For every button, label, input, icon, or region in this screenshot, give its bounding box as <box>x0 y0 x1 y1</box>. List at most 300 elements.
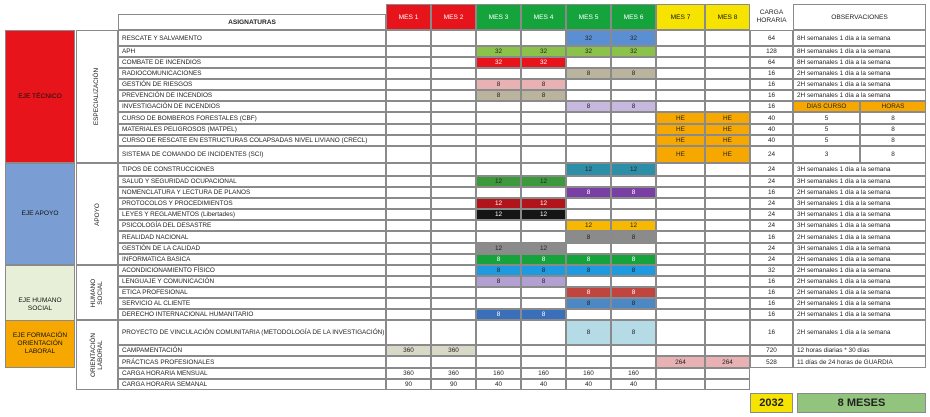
month-hours <box>656 79 705 90</box>
total-value <box>656 379 705 390</box>
observation-text: 8H semanales 1 día a la semana <box>793 57 926 68</box>
axis-label: ORIENTACIÓN <box>17 340 63 347</box>
month-hours <box>566 112 611 124</box>
subject-name: NOMENCLATURA Y LECTURA DE PLANOS <box>118 187 386 198</box>
month-hours <box>566 124 611 135</box>
axis-block <box>5 30 75 163</box>
observation-text: 12 horas diarias * 30 días <box>793 345 926 356</box>
month-hours <box>431 220 476 231</box>
subaxis-label: ORIENTACIÓN LABORAL <box>90 333 105 377</box>
month-hours <box>431 298 476 309</box>
month-hours <box>656 276 705 287</box>
month-hours <box>705 46 750 57</box>
month-hours <box>431 68 476 79</box>
month-hours <box>521 101 566 112</box>
axis-label: EJE HUMANO <box>18 297 62 304</box>
month-hours <box>476 112 521 124</box>
subject-name: RESCATE Y SALVAMENTO <box>118 30 386 46</box>
carga-horaria-value: 16 <box>750 298 793 309</box>
subject-name: CURSO DE BOMBEROS FORESTALES (CBF) <box>118 112 386 124</box>
month-hours <box>705 30 750 46</box>
month-hours <box>705 209 750 220</box>
month-hours: 8 <box>566 101 611 112</box>
month-hours <box>476 146 521 163</box>
subject-name: ACONDICIONAMIENTO FÍSICO <box>118 265 386 276</box>
month-hours <box>656 176 705 187</box>
axis-block <box>5 163 75 265</box>
subject-name: SISTEMA DE COMANDO DE INCIDENTES (SCI) <box>118 146 386 163</box>
month-hours <box>566 57 611 68</box>
total-value: 90 <box>386 379 431 390</box>
month-hours <box>431 276 476 287</box>
month-header: MES 6 <box>611 4 656 30</box>
month-hours <box>431 112 476 124</box>
month-hours <box>431 265 476 276</box>
month-hours <box>431 243 476 254</box>
month-hours: 8 <box>566 298 611 309</box>
month-hours: 8 <box>521 309 566 320</box>
month-hours: 8 <box>476 90 521 101</box>
month-hours <box>476 231 521 243</box>
subject-name: SERVICIO AL CLIENTE <box>118 298 386 309</box>
subaxis-label: HUMANO SOCIAL <box>90 278 104 307</box>
month-hours: 360 <box>431 345 476 356</box>
month-hours <box>566 135 611 146</box>
month-header: MES 5 <box>566 4 611 30</box>
month-hours: 264 <box>705 356 750 368</box>
month-hours <box>656 90 705 101</box>
month-hours <box>611 276 656 287</box>
month-hours <box>705 163 750 176</box>
month-hours <box>431 79 476 90</box>
month-hours <box>431 356 476 368</box>
month-hours <box>386 198 431 209</box>
carga-horaria-value: 16 <box>750 276 793 287</box>
month-hours: 8 <box>521 265 566 276</box>
month-hours <box>431 57 476 68</box>
month-hours <box>521 287 566 298</box>
month-hours: HE <box>656 135 705 146</box>
month-hours <box>386 57 431 68</box>
month-hours: HE <box>705 146 750 163</box>
month-hours <box>705 254 750 265</box>
month-hours: 8 <box>611 187 656 198</box>
subject-name: PROYECTO DE VINCULACIÓN COMUNITARIA (METODOLOGÍA DE LA INVESTIGACIÓN) <box>118 320 386 345</box>
subaxis-label: ESPECIALIZACIÓN <box>93 67 101 126</box>
month-hours <box>611 309 656 320</box>
subject-name: TIPOS DE CONSTRUCCIONES <box>118 163 386 176</box>
total-value <box>705 379 750 390</box>
subaxis-block <box>76 320 118 390</box>
observation-text: 3H semanales 1 día a la semana <box>793 243 926 254</box>
month-hours <box>386 265 431 276</box>
month-hours: 8 <box>476 79 521 90</box>
month-hours: 8 <box>476 265 521 276</box>
month-hours: 8 <box>476 254 521 265</box>
axis-label: LABORAL <box>24 348 56 355</box>
month-hours <box>431 146 476 163</box>
month-hours: 12 <box>476 176 521 187</box>
header-carga-line: HORARIA <box>756 17 787 24</box>
month-hours <box>611 345 656 356</box>
observation-text: 3H semanales 1 día a la semana <box>793 163 926 176</box>
month-hours: 32 <box>566 46 611 57</box>
month-hours <box>431 231 476 243</box>
total-value: 40 <box>476 379 521 390</box>
month-hours: HE <box>656 146 705 163</box>
month-hours <box>656 298 705 309</box>
month-hours <box>566 146 611 163</box>
carga-horaria-value: 16 <box>750 68 793 79</box>
month-hours <box>566 309 611 320</box>
month-hours <box>386 320 431 345</box>
month-hours <box>611 198 656 209</box>
subaxis-block <box>76 163 118 265</box>
month-hours: 8 <box>611 265 656 276</box>
month-hours: 8 <box>521 79 566 90</box>
subaxis-block <box>76 30 118 163</box>
month-hours <box>566 276 611 287</box>
carga-horaria-value: 16 <box>750 231 793 243</box>
month-hours: 8 <box>566 265 611 276</box>
month-hours: 12 <box>476 209 521 220</box>
month-hours <box>476 320 521 345</box>
observation-text: 2H semanales 1 día a la semana <box>793 79 926 90</box>
month-hours <box>705 198 750 209</box>
month-hours <box>386 287 431 298</box>
subject-name: PREVENCIÓN DE INCENDIOS <box>118 90 386 101</box>
header-asignaturas: ASIGNATURAS <box>118 14 386 30</box>
obs-value: 8 <box>860 135 926 146</box>
month-hours <box>705 90 750 101</box>
observation-text: 2H semanales 1 día a la semana <box>793 320 926 345</box>
month-hours <box>386 298 431 309</box>
month-hours <box>656 46 705 57</box>
month-hours <box>431 46 476 57</box>
month-hours <box>386 146 431 163</box>
carga-horaria-value: 24 <box>750 243 793 254</box>
month-hours: 12 <box>521 176 566 187</box>
observation-text: 2H semanales 1 día a la semana <box>793 276 926 287</box>
total-value: 40 <box>611 379 656 390</box>
month-hours <box>521 112 566 124</box>
subject-name: SALUD Y SEGURIDAD OCUPACIONAL <box>118 176 386 187</box>
month-header: MES 1 <box>386 4 431 30</box>
subject-name: DERECHO INTERNACIONAL HUMANITARIO <box>118 309 386 320</box>
subject-name: PROTOCOLOS Y PROCEDIMIENTOS <box>118 198 386 209</box>
subject-name: REALIDAD NACIONAL <box>118 231 386 243</box>
month-hours <box>521 220 566 231</box>
month-hours <box>656 243 705 254</box>
observation-text: 3H semanales 1 día a la semana <box>793 176 926 187</box>
month-hours: 8 <box>521 276 566 287</box>
month-header: MES 7 <box>656 4 705 30</box>
obs-value: 8 <box>860 146 926 163</box>
month-hours: 8 <box>566 68 611 79</box>
month-hours: 8 <box>566 254 611 265</box>
month-hours <box>521 124 566 135</box>
month-hours <box>705 68 750 79</box>
observation-text: 11 días de 24 horas de GUARDIA <box>793 356 926 368</box>
month-hours: 8 <box>611 68 656 79</box>
month-hours <box>386 254 431 265</box>
month-hours <box>521 187 566 198</box>
month-hours <box>705 57 750 68</box>
subject-name: CURSO DE RESCATE EN ESTRUCTURAS COLAPSADAS NIVEL LIVIANO (CRECL) <box>118 135 386 146</box>
month-hours: 12 <box>611 163 656 176</box>
subject-name: RADIOCOMUNICACIONES <box>118 68 386 79</box>
observation-text: 8H semanales 1 día a la semana <box>793 30 926 46</box>
obs-value: 5 <box>793 124 860 135</box>
month-hours: 8 <box>611 101 656 112</box>
month-hours <box>656 187 705 198</box>
carga-horaria-value: 40 <box>750 124 793 135</box>
total-value: 40 <box>566 379 611 390</box>
carga-horaria-value: 16 <box>750 287 793 298</box>
month-hours <box>386 112 431 124</box>
month-hours <box>566 79 611 90</box>
month-hours: HE <box>656 112 705 124</box>
month-hours <box>386 30 431 46</box>
total-value: 160 <box>566 368 611 379</box>
month-hours <box>386 68 431 79</box>
axis-block <box>5 320 75 368</box>
carga-horaria-value: 24 <box>750 146 793 163</box>
month-hours <box>476 124 521 135</box>
total-value <box>656 368 705 379</box>
month-hours: 8 <box>566 287 611 298</box>
month-hours <box>705 309 750 320</box>
subject-name: GESTIÓN DE LA CALIDAD <box>118 243 386 254</box>
month-hours <box>705 276 750 287</box>
observation-text: 2H semanales 1 día a la semana <box>793 254 926 265</box>
month-hours <box>386 276 431 287</box>
month-hours: 8 <box>521 90 566 101</box>
month-hours <box>386 220 431 231</box>
month-hours <box>705 265 750 276</box>
month-hours: 8 <box>521 254 566 265</box>
month-hours: 12 <box>566 220 611 231</box>
observation-text: 2H semanales 1 día a la semana <box>793 298 926 309</box>
month-hours <box>431 30 476 46</box>
month-hours: 8 <box>611 254 656 265</box>
carga-horaria-value: 24 <box>750 209 793 220</box>
month-hours <box>386 90 431 101</box>
axis-label: EJE FORMACIÓN <box>12 332 68 339</box>
month-hours: 264 <box>656 356 705 368</box>
carga-horaria-value: 16 <box>750 90 793 101</box>
carga-horaria-value: 24 <box>750 254 793 265</box>
month-hours <box>611 209 656 220</box>
month-hours <box>431 101 476 112</box>
carga-horaria-value: 16 <box>750 79 793 90</box>
month-hours <box>386 135 431 146</box>
month-hours <box>705 298 750 309</box>
month-hours <box>566 90 611 101</box>
subject-name: LENGUAJE Y COMUNICACIÓN <box>118 276 386 287</box>
month-hours <box>476 220 521 231</box>
observation-text: 2H semanales 1 día a la semana <box>793 287 926 298</box>
observation-text: 2H semanales 1 día a la semana <box>793 90 926 101</box>
month-hours <box>656 163 705 176</box>
observation-text: 2H semanales 1 día a la semana <box>793 309 926 320</box>
month-hours <box>611 176 656 187</box>
month-hours <box>431 176 476 187</box>
carga-horaria-value: 16 <box>750 101 793 112</box>
month-hours <box>705 220 750 231</box>
month-hours: 32 <box>521 46 566 57</box>
carga-horaria-value: 528 <box>750 356 793 368</box>
month-hours: 8 <box>476 276 521 287</box>
obs-value: 3 <box>793 146 860 163</box>
month-hours <box>386 209 431 220</box>
observation-text: 2H semanales 1 día a la semana <box>793 187 926 198</box>
month-hours <box>611 124 656 135</box>
month-hours <box>521 68 566 79</box>
total-value: 360 <box>431 368 476 379</box>
month-hours: 12 <box>521 209 566 220</box>
month-hours <box>656 220 705 231</box>
axis-label: EJE APOYO <box>21 210 59 217</box>
month-hours: 32 <box>521 57 566 68</box>
month-hours <box>705 320 750 345</box>
month-hours <box>386 187 431 198</box>
month-hours: 32 <box>476 57 521 68</box>
subject-name: GESTIÓN DE RIESGOS <box>118 79 386 90</box>
month-hours <box>705 79 750 90</box>
subject-name: ETICA PROFESIONAL <box>118 287 386 298</box>
carga-horaria-value: 24 <box>750 198 793 209</box>
month-hours <box>566 243 611 254</box>
subject-name: INVESTIGACIÓN DE INCENDIOS <box>118 101 386 112</box>
month-hours <box>656 198 705 209</box>
subject-name: PRÁCTICAS PROFESIONALES <box>118 356 386 368</box>
month-hours <box>705 243 750 254</box>
month-hours: 360 <box>386 345 431 356</box>
observation-text: 3H semanales 1 día a la semana <box>793 220 926 231</box>
month-hours <box>386 176 431 187</box>
month-hours <box>431 163 476 176</box>
month-hours <box>566 209 611 220</box>
month-hours: 8 <box>611 231 656 243</box>
month-hours <box>611 243 656 254</box>
carga-horaria-value: 64 <box>750 30 793 46</box>
total-row-label: CARGA HORARIA MENSUAL <box>118 368 386 379</box>
axis-label: SOCIAL <box>27 305 53 312</box>
month-hours <box>521 231 566 243</box>
carga-horaria-value: 24 <box>750 220 793 231</box>
header-carga-horaria <box>750 4 793 30</box>
subject-name: MATERIALES PELIGROSOS (MATPEL) <box>118 124 386 135</box>
month-hours <box>611 79 656 90</box>
month-hours <box>611 356 656 368</box>
month-hours <box>611 135 656 146</box>
month-hours <box>386 309 431 320</box>
month-hours <box>566 345 611 356</box>
carga-horaria-value: 40 <box>750 135 793 146</box>
month-hours <box>656 345 705 356</box>
total-value: 90 <box>431 379 476 390</box>
month-hours <box>476 101 521 112</box>
carga-horaria-value: 40 <box>750 112 793 124</box>
month-hours: 8 <box>611 320 656 345</box>
header-observaciones: OBSERVACIONES <box>793 4 926 30</box>
subject-name: PSICOLOGÍA DEL DESASTRE <box>118 220 386 231</box>
carga-horaria-value: 16 <box>750 309 793 320</box>
obs-value: DIAS CURSO <box>793 101 860 112</box>
month-hours <box>386 243 431 254</box>
month-hours: 12 <box>521 243 566 254</box>
month-hours: 8 <box>566 231 611 243</box>
observation-text: 3H semanales 1 día a la semana <box>793 198 926 209</box>
month-hours: 8 <box>611 287 656 298</box>
month-hours <box>476 187 521 198</box>
subject-name: APH <box>118 46 386 57</box>
total-hours-box: 2032 <box>750 393 793 413</box>
total-value: 160 <box>476 368 521 379</box>
month-hours <box>521 320 566 345</box>
carga-horaria-value: 720 <box>750 345 793 356</box>
month-hours: 12 <box>566 163 611 176</box>
month-header: MES 2 <box>431 4 476 30</box>
month-hours <box>705 101 750 112</box>
month-hours <box>431 209 476 220</box>
month-hours <box>705 287 750 298</box>
month-hours <box>476 30 521 46</box>
month-hours: 8 <box>611 298 656 309</box>
carga-horaria-value: 32 <box>750 265 793 276</box>
observation-text: 8H semanales 1 día a la semana <box>793 46 926 57</box>
month-hours <box>521 163 566 176</box>
month-hours <box>431 309 476 320</box>
month-header: MES 4 <box>521 4 566 30</box>
month-hours <box>386 124 431 135</box>
month-hours <box>476 163 521 176</box>
observation-text: 2H semanales 1 día a la semana <box>793 231 926 243</box>
month-hours <box>476 135 521 146</box>
observation-text: 2H semanales 1 día a la semana <box>793 68 926 79</box>
month-hours: 32 <box>611 30 656 46</box>
subaxis-block <box>76 265 118 320</box>
header-carga-line: CARGA <box>759 9 784 16</box>
month-hours: 32 <box>566 30 611 46</box>
month-hours <box>705 187 750 198</box>
month-hours <box>656 309 705 320</box>
month-hours <box>386 79 431 90</box>
month-hours <box>431 198 476 209</box>
month-hours <box>656 101 705 112</box>
month-hours: 8 <box>566 187 611 198</box>
month-hours: 12 <box>476 243 521 254</box>
month-hours <box>705 345 750 356</box>
month-hours: 8 <box>566 320 611 345</box>
subject-name: LEYES Y REGLAMENTOS (Libertades) <box>118 209 386 220</box>
month-hours <box>566 198 611 209</box>
month-hours: 32 <box>611 46 656 57</box>
month-hours <box>431 320 476 345</box>
month-hours: 8 <box>476 309 521 320</box>
total-value <box>705 368 750 379</box>
month-hours <box>521 30 566 46</box>
month-hours <box>656 254 705 265</box>
month-hours <box>521 356 566 368</box>
obs-value: 5 <box>793 135 860 146</box>
month-hours <box>656 231 705 243</box>
month-hours <box>476 298 521 309</box>
carga-horaria-value: 16 <box>750 320 793 345</box>
month-hours <box>431 187 476 198</box>
subject-name: COMBATE DE INCENDIOS <box>118 57 386 68</box>
